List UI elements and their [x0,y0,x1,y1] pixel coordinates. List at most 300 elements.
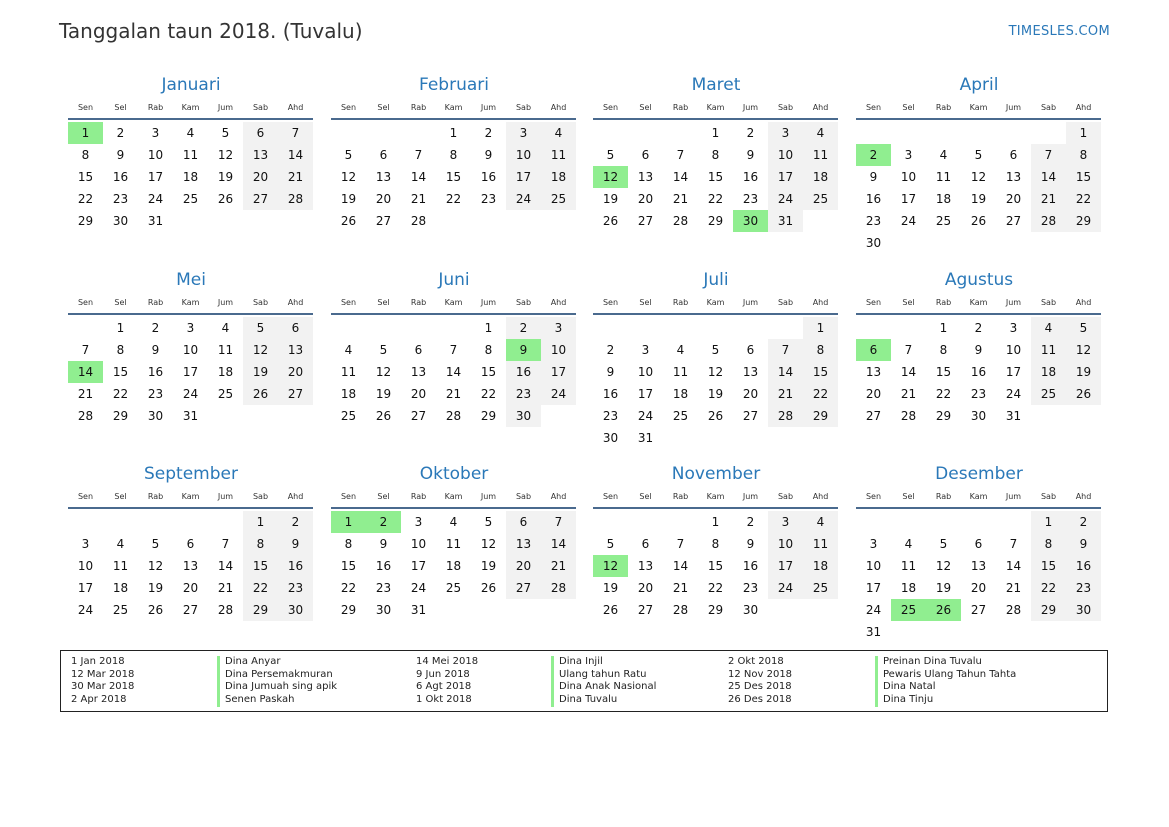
day-cell: 18 [672,387,689,401]
day-cell: 13 [278,339,313,361]
day-cell: 20 [865,387,882,401]
day-cell: 7 [676,148,685,162]
empty-day-cell [331,317,366,339]
day-cell: 13 [637,170,654,184]
month-name: Mei [176,270,206,290]
day-cell: 16 [112,170,129,184]
day-cell: 25 [112,603,129,617]
weekday-label: Rab [935,103,952,112]
weekday-label: Jum [1005,298,1022,307]
day-cell: 15 [112,365,129,379]
day-cell: 15 [77,170,94,184]
day-cell: 8 [1066,144,1101,166]
weekday-label: Rab [147,492,164,501]
day-cell: 25 [541,188,576,210]
day-cell: 31 [410,603,427,617]
day-cell: 22 [243,577,278,599]
weekday-label: Rab [935,298,952,307]
day-cell: 24 [865,603,882,617]
weekday-label: Sel [639,492,652,501]
month-block [856,268,1102,427]
day-cell: 3 [869,537,878,551]
day-cell: 30 [278,599,313,621]
day-cell: 28 [672,603,689,617]
day-cell: 25 [935,214,952,228]
weekday-label: Sen [865,103,882,112]
day-cell: 4 [904,537,913,551]
day-cell: 18 [541,166,576,188]
day-cell: 6 [414,343,423,357]
day-cell: 14 [672,170,689,184]
day-cell: 28 [445,409,462,423]
day-cell: 3 [151,126,160,140]
day-cell: 8 [484,343,493,357]
weekday-label: Jum [1005,103,1022,112]
day-cell: 28 [1005,603,1022,617]
month-name: Desember [935,464,1023,484]
day-cell: 13 [410,365,427,379]
day-cell: 6 [641,148,650,162]
day-cell: 28 [900,409,917,423]
day-cell: 3 [768,122,803,144]
weekday-label: Kam [444,298,463,307]
empty-day-cell [331,122,366,144]
day-cell: 6 [1009,148,1018,162]
day-cell: 9 [379,537,388,551]
weekday-label: Kam [444,103,463,112]
legend-holiday-name: Dina Persemakmuran [217,669,337,682]
holiday-day-cell: 12 [593,555,628,577]
day-cell: 17 [77,581,94,595]
day-cell: 5 [711,343,720,357]
weekday-label: Ahd [550,298,567,307]
day-cell: 5 [1066,317,1101,339]
weekday-label: Sel [377,492,390,501]
empty-day-cell [856,122,891,144]
day-cell: 22 [1031,577,1066,599]
weekday-header [593,296,839,310]
day-cell: 27 [375,214,392,228]
day-cell: 13 [637,559,654,573]
day-cell: 31 [637,431,654,445]
day-cell: 29 [1031,599,1066,621]
weekday-label: Rab [672,298,689,307]
month-divider [331,118,576,120]
day-cell: 8 [803,339,838,361]
day-cell: 12 [707,365,724,379]
day-cell: 22 [112,387,129,401]
day-cell: 30 [602,431,619,445]
day-cell: 6 [746,343,755,357]
day-cell: 18 [1031,361,1066,383]
day-cell: 26 [970,214,987,228]
day-cell: 3 [506,122,541,144]
day-cell: 18 [340,387,357,401]
legend-names-col-2 [551,656,656,707]
weekday-label: Sen [865,492,882,501]
weekday-label: Rab [147,298,164,307]
day-cell: 17 [768,166,803,188]
legend-dates-col-3 [728,656,792,707]
day-cell: 2 [484,126,493,140]
month-block [68,462,314,621]
weekday-label: Jum [217,492,234,501]
day-grid [593,122,839,232]
day-cell: 14 [278,144,313,166]
month-name: Januari [161,75,221,95]
legend-dates-col-2 [416,656,478,707]
day-cell: 2 [151,321,160,335]
empty-day-cell [436,317,471,339]
day-cell: 1 [711,515,720,529]
day-cell: 20 [375,192,392,206]
day-cell: 5 [484,515,493,529]
empty-day-cell [856,317,891,339]
day-cell: 22 [480,387,497,401]
day-cell: 22 [707,581,724,595]
legend-holiday-name: Pewaris Ulang Tahun Tahta [875,669,1016,682]
day-cell: 29 [707,603,724,617]
empty-day-cell [996,511,1031,533]
day-cell: 9 [606,365,615,379]
day-cell: 11 [803,144,838,166]
day-cell: 12 [970,170,987,184]
day-cell: 28 [77,409,94,423]
day-cell: 10 [147,148,164,162]
day-cell: 27 [1005,214,1022,228]
day-cell: 5 [939,537,948,551]
weekday-label: Rab [672,103,689,112]
empty-day-cell [663,122,698,144]
day-cell: 9 [1066,533,1101,555]
day-cell: 1 [484,321,493,335]
empty-day-cell [961,511,996,533]
day-cell: 26 [375,409,392,423]
day-cell: 29 [707,214,724,228]
day-cell: 18 [217,365,234,379]
day-cell: 10 [637,365,654,379]
day-cell: 14 [672,559,689,573]
day-cell: 14 [1031,166,1066,188]
day-cell: 4 [186,126,195,140]
day-cell: 3 [1009,321,1018,335]
day-cell: 19 [217,170,234,184]
day-cell: 1 [803,317,838,339]
day-cell: 21 [1005,581,1022,595]
day-cell: 2 [278,511,313,533]
day-cell: 5 [606,537,615,551]
month-block [593,73,839,232]
day-cell: 12 [480,537,497,551]
day-cell: 3 [81,537,90,551]
day-cell: 19 [375,387,392,401]
weekday-label: Kam [969,103,988,112]
day-cell: 11 [541,144,576,166]
day-cell: 16 [278,555,313,577]
weekday-label: Ahd [550,103,567,112]
day-cell: 3 [186,321,195,335]
day-cell: 26 [147,603,164,617]
empty-day-cell [366,122,401,144]
page-title: Tanggalan taun 2018. (Tuvalu) [59,19,363,43]
day-cell: 4 [541,122,576,144]
day-cell: 26 [1066,383,1101,405]
day-cell: 4 [449,515,458,529]
weekday-label: Sab [1040,298,1057,307]
weekday-label: Ahd [812,103,829,112]
day-cell: 7 [676,537,685,551]
weekday-label: Sen [77,492,94,501]
day-cell: 1 [1066,122,1101,144]
day-cell: 8 [243,533,278,555]
day-cell: 26 [480,581,497,595]
day-cell: 19 [970,192,987,206]
weekday-label: Ahd [287,492,304,501]
day-cell: 23 [375,581,392,595]
weekday-label: Sen [602,492,619,501]
legend-date: 12 Nov 2018 [728,668,793,680]
day-cell: 17 [1005,365,1022,379]
day-cell: 23 [602,409,619,423]
day-cell: 17 [768,555,803,577]
day-cell: 10 [410,537,427,551]
empty-day-cell [401,317,436,339]
day-cell: 11 [672,365,689,379]
weekday-label: Sab [515,298,532,307]
day-cell: 14 [900,365,917,379]
day-cell: 26 [707,409,724,423]
day-cell: 27 [637,603,654,617]
day-cell: 20 [970,581,987,595]
day-grid [68,511,314,621]
day-grid [331,122,577,232]
day-cell: 30 [1066,599,1101,621]
weekday-label: Sel [377,103,390,112]
brand-link[interactable]: TIMESLES.COM [1008,24,1110,39]
day-cell: 17 [541,361,576,383]
day-cell: 21 [672,192,689,206]
day-cell: 10 [768,144,803,166]
empty-day-cell [593,122,628,144]
legend-date: 12 Mar 2018 [71,668,135,680]
day-cell: 28 [672,214,689,228]
day-cell: 8 [939,343,948,357]
day-cell: 2 [116,126,125,140]
month-name: Juni [438,270,470,290]
day-cell: 9 [484,148,493,162]
weekday-label: Jum [1005,492,1022,501]
day-cell: 30 [742,603,759,617]
day-cell: 14 [445,365,462,379]
day-cell: 8 [711,148,720,162]
day-cell: 22 [935,387,952,401]
day-cell: 19 [480,559,497,573]
month-block [68,73,314,232]
month-name: Februari [419,75,489,95]
day-cell: 6 [278,317,313,339]
day-cell: 13 [970,559,987,573]
weekday-label: Sab [515,492,532,501]
weekday-label: Sel [902,103,915,112]
day-cell: 7 [1009,537,1018,551]
day-cell: 13 [243,144,278,166]
legend-date: 6 Agt 2018 [416,681,472,693]
day-cell: 1 [243,511,278,533]
weekday-header [68,101,314,115]
month-divider [856,118,1101,120]
weekday-header [856,101,1102,115]
empty-day-cell [173,511,208,533]
day-cell: 14 [217,559,234,573]
weekday-label: Rab [935,492,952,501]
legend-date: 25 Des 2018 [728,681,792,693]
day-cell: 19 [243,361,278,383]
weekday-label: Jum [480,103,497,112]
day-cell: 16 [865,192,882,206]
empty-day-cell [663,511,698,533]
weekday-label: Sab [777,492,794,501]
day-cell: 8 [711,537,720,551]
holiday-day-cell: 1 [331,511,366,533]
day-cell: 10 [865,559,882,573]
day-grid [331,317,577,427]
day-grid [856,317,1102,427]
day-cell: 15 [1031,555,1066,577]
day-cell: 12 [375,365,392,379]
weekday-label: Rab [410,103,427,112]
day-cell: 27 [742,409,759,423]
day-cell: 15 [1066,166,1101,188]
day-cell: 15 [340,559,357,573]
day-cell: 24 [1005,387,1022,401]
day-cell: 12 [935,559,952,573]
day-cell: 27 [637,214,654,228]
day-grid [68,317,314,427]
weekday-label: Jum [480,298,497,307]
day-cell: 21 [410,192,427,206]
day-cell: 29 [935,409,952,423]
weekday-header [856,490,1102,504]
day-cell: 11 [112,559,129,573]
month-divider [593,507,838,509]
weekday-label: Kam [969,492,988,501]
day-cell: 21 [768,383,803,405]
day-cell: 3 [641,343,650,357]
empty-day-cell [768,317,803,339]
day-cell: 20 [243,166,278,188]
day-cell: 11 [803,533,838,555]
day-cell: 25 [803,577,838,599]
legend-holiday-name: Dina Anak Nasional [551,681,656,694]
weekday-label: Sel [114,298,127,307]
day-cell: 17 [637,387,654,401]
day-cell: 12 [243,339,278,361]
empty-day-cell [103,511,138,533]
day-cell: 23 [506,383,541,405]
day-cell: 24 [768,188,803,210]
day-grid [68,122,314,232]
weekday-label: Kam [706,103,725,112]
weekday-label: Rab [410,298,427,307]
month-name: April [959,75,999,95]
day-cell: 27 [410,409,427,423]
holiday-day-cell: 2 [856,144,891,166]
day-cell: 30 [375,603,392,617]
day-cell: 9 [746,148,755,162]
weekday-label: Ahd [1075,103,1092,112]
day-cell: 29 [480,409,497,423]
day-cell: 22 [1066,188,1101,210]
day-cell: 19 [602,192,619,206]
day-cell: 11 [217,343,234,357]
weekday-label: Sel [639,103,652,112]
weekday-label: Kam [969,298,988,307]
month-name: November [671,464,761,484]
empty-day-cell [208,511,243,533]
weekday-label: Sab [1040,103,1057,112]
day-cell: 27 [865,409,882,423]
day-cell: 4 [116,537,125,551]
day-cell: 3 [904,148,913,162]
empty-day-cell [593,511,628,533]
day-cell: 3 [414,515,423,529]
holiday-day-cell: 6 [856,339,891,361]
day-cell: 18 [900,581,917,595]
day-cell: 9 [974,343,983,357]
day-cell: 31 [865,625,882,639]
weekday-label: Kam [706,298,725,307]
month-block [856,73,1102,254]
day-cell: 30 [112,214,129,228]
day-cell: 8 [81,148,90,162]
day-cell: 27 [970,603,987,617]
day-grid [593,511,839,621]
legend-date: 2 Apr 2018 [71,694,127,706]
month-divider [593,313,838,315]
day-cell: 26 [602,214,619,228]
month-block [68,268,314,427]
day-cell: 27 [506,577,541,599]
day-cell: 20 [506,555,541,577]
empty-day-cell [961,122,996,144]
day-cell: 10 [1005,343,1022,357]
day-cell: 5 [379,343,388,357]
month-name: Oktober [419,464,489,484]
weekday-header [593,490,839,504]
day-cell: 11 [1031,339,1066,361]
holiday-day-cell: 14 [68,361,103,383]
day-cell: 22 [77,192,94,206]
day-cell: 2 [746,515,755,529]
day-cell: 6 [379,148,388,162]
weekday-header [68,296,314,310]
day-cell: 11 [445,537,462,551]
legend-holiday-name: Preinan Dina Tuvalu [875,656,1016,669]
weekday-label: Kam [706,492,725,501]
month-divider [68,118,313,120]
day-cell: 27 [182,603,199,617]
day-cell: 9 [869,170,878,184]
day-cell: 22 [803,383,838,405]
day-cell: 15 [243,555,278,577]
weekday-label: Ahd [1075,298,1092,307]
day-cell: 13 [506,533,541,555]
day-cell: 18 [803,166,838,188]
day-cell: 28 [410,214,427,228]
day-cell: 10 [768,533,803,555]
weekday-label: Ahd [287,298,304,307]
weekday-label: Sab [252,298,269,307]
